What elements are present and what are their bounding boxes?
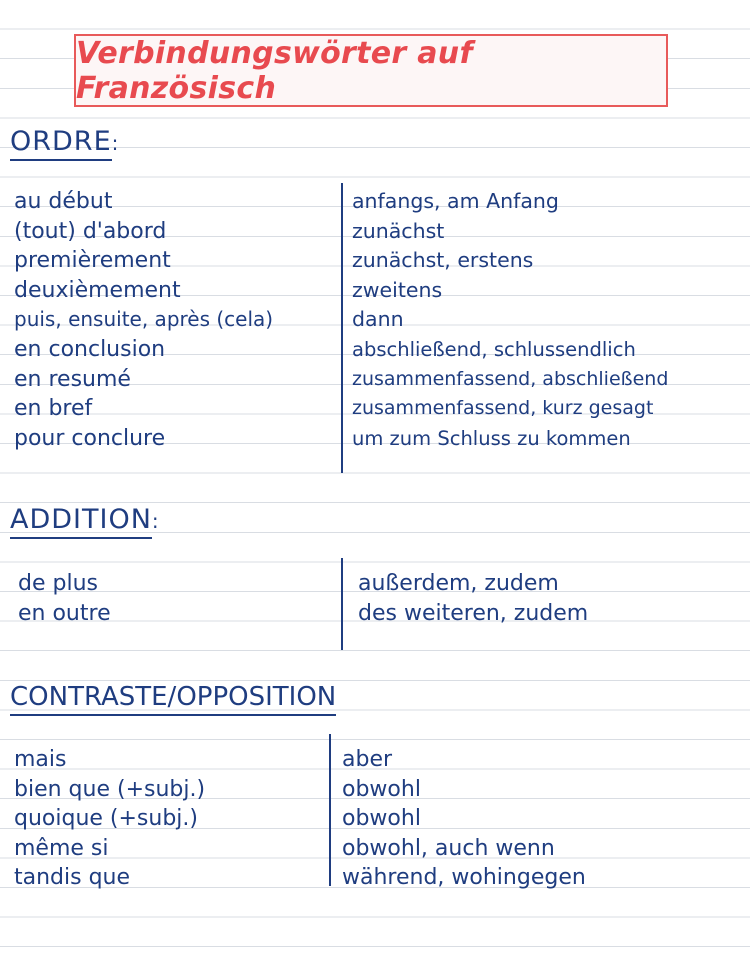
list-item: abschließend, schlussendlich xyxy=(352,337,636,361)
heading-text: ADDITION xyxy=(10,504,152,539)
title-box xyxy=(74,34,668,107)
list-item: zusammenfassend, abschließend xyxy=(352,367,669,390)
list-item: des weiteren, zudem xyxy=(358,600,589,626)
list-item: de plus xyxy=(18,571,98,596)
list-item: au début xyxy=(14,189,113,214)
addition-german-column xyxy=(358,569,588,628)
list-item: anfangs, am Anfang xyxy=(352,189,559,213)
list-item: puis, ensuite, après (cela) xyxy=(14,307,274,332)
column-divider xyxy=(341,558,343,650)
list-item: während, wohingegen xyxy=(342,865,586,891)
heading-colon: : xyxy=(151,509,160,533)
list-item: um zum Schluss zu kommen xyxy=(352,426,631,450)
column-divider xyxy=(329,734,331,886)
list-item: mais xyxy=(14,747,67,772)
ordre-french-column xyxy=(14,187,273,453)
contraste-german-column xyxy=(342,745,586,893)
list-item: deuxièmement xyxy=(14,277,181,303)
list-item: en conclusion xyxy=(14,336,166,362)
list-item: en bref xyxy=(14,396,93,422)
column-divider xyxy=(341,183,343,473)
list-item: tandis que xyxy=(14,865,131,891)
list-item: dann xyxy=(352,307,404,332)
list-item: bien que (+subj.) xyxy=(14,776,206,802)
heading-text: ORDRE xyxy=(10,126,112,161)
heading-text: CONTRASTE/OPPOSITION xyxy=(10,682,336,716)
addition-french-column xyxy=(18,569,111,628)
list-item: zunächst xyxy=(352,218,445,243)
list-item: quoique (+subj.) xyxy=(14,806,198,832)
list-item: en resumé xyxy=(14,366,131,392)
section-heading-ordre xyxy=(10,128,119,155)
list-item: (tout) d'abord xyxy=(14,218,167,244)
contraste-french-column xyxy=(14,745,205,893)
list-item: außerdem, zudem xyxy=(358,571,559,596)
list-item: même si xyxy=(14,835,109,861)
list-item: zusammenfassend, kurz gesagt xyxy=(352,397,654,420)
list-item: obwohl xyxy=(342,806,421,832)
page-title: Verbindungswörter auf Französisch xyxy=(76,35,473,106)
list-item: obwohl, auch wenn xyxy=(342,835,555,861)
heading-colon: : xyxy=(111,131,120,155)
section-heading-contraste xyxy=(10,684,336,710)
list-item: zweitens xyxy=(352,277,443,302)
ordre-german-column xyxy=(352,187,668,453)
list-item: zunächst, erstens xyxy=(352,248,534,273)
section-heading-addition xyxy=(10,506,160,533)
list-item: obwohl xyxy=(342,776,421,802)
list-item: pour conclure xyxy=(14,425,166,451)
list-item: aber xyxy=(342,747,393,772)
list-item: premièrement xyxy=(14,248,171,274)
list-item: en outre xyxy=(18,600,111,626)
